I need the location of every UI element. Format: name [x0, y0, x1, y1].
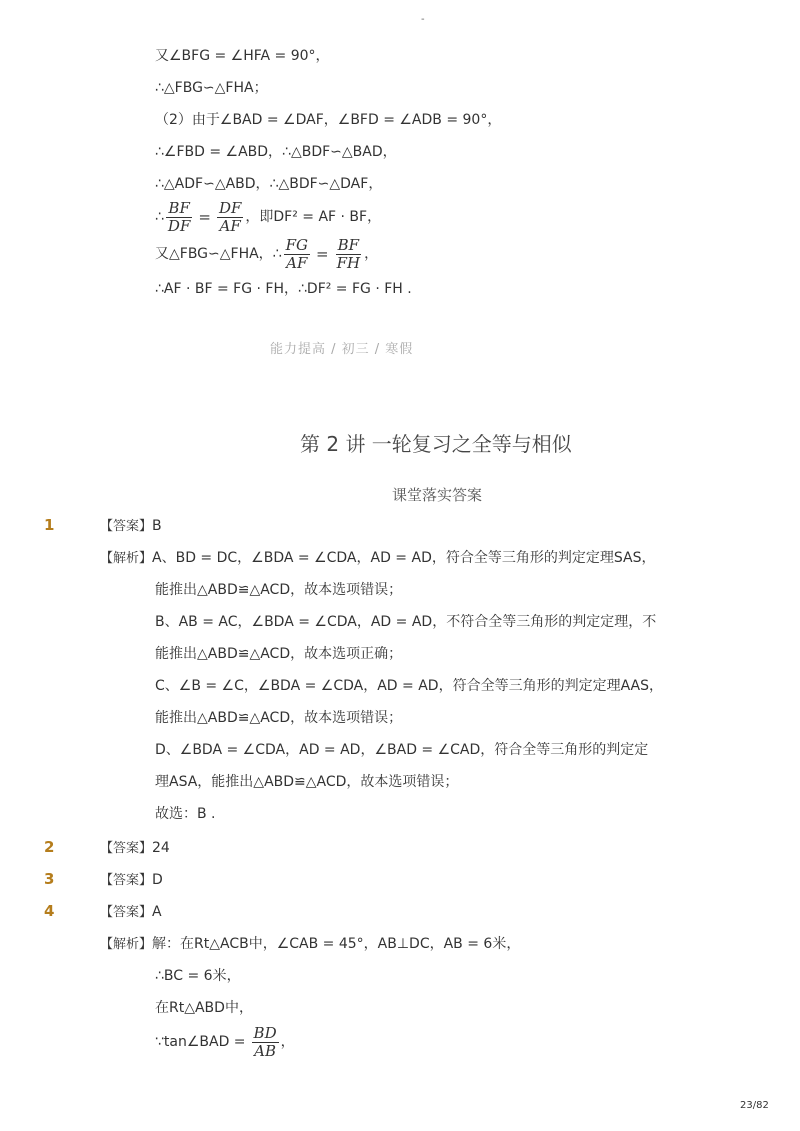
- analysis-row-1: [100, 548, 655, 569]
- fraction-numerator: FG: [285, 235, 308, 254]
- page-number: 23/82: [740, 1100, 769, 1111]
- fraction-denominator: FH: [336, 253, 361, 272]
- analysis-tag: 【解析】: [100, 937, 153, 952]
- tan-suffix: ，: [280, 1034, 295, 1050]
- proof-line-1: 又∠BFG = ∠HFA = 90°，: [155, 48, 330, 64]
- fraction-bf-fh: [335, 237, 363, 272]
- answer-tag: 【答案】: [100, 841, 153, 856]
- equals-sign: =: [198, 208, 211, 226]
- analysis-line: 理ASA，能推出△ABD≌△ACD，故本选项错误；: [155, 774, 459, 790]
- answer-value: D: [152, 872, 163, 888]
- analysis-line-tan: [155, 1022, 295, 1062]
- fraction-denominator: AF: [286, 253, 308, 272]
- fraction-denominator: DF: [167, 216, 191, 235]
- answer-row-3: [100, 870, 163, 891]
- proof-line-2: ∴△FBG∽△FHA；: [155, 80, 268, 96]
- analysis-line: B、AB = AC，∠BDA = ∠CDA，AD = AD，不符合全等三角形的判定定理，不: [155, 614, 657, 630]
- analysis-line: ∴BC = 6米，: [155, 968, 241, 984]
- question-number-2: 2: [44, 838, 55, 856]
- top-mark: -: [421, 14, 425, 25]
- fraction-numerator: DF: [218, 198, 242, 217]
- proof-line-5: ∴△ADF∽△ABD，∴△BDF∽△DAF，: [155, 176, 383, 192]
- answer-row-4: [100, 902, 162, 923]
- analysis-line: 故选：B .: [155, 806, 216, 822]
- proof-line-3: （2）由于∠BAD = ∠DAF，∠BFD = ∠ADB = 90°，: [155, 112, 502, 128]
- fraction-denominator: AB: [254, 1041, 276, 1060]
- answer-value: 24: [152, 840, 170, 856]
- analysis-line: 在Rt△ABD中，: [155, 1000, 253, 1016]
- tan-prefix: ∵tan∠BAD =: [155, 1034, 246, 1050]
- analysis-line: A、BD = DC，∠BDA = ∠CDA，AD = AD，符合全等三角形的判定定理SAS，: [152, 550, 656, 566]
- analysis-line: 能推出△ABD≌△ACD，故本选项正确；: [155, 646, 403, 662]
- analysis-row-4: [100, 934, 520, 955]
- question-number-1: 1: [44, 516, 55, 534]
- answer-row-2: [100, 838, 170, 859]
- analysis-line: 解：在Rt△ACB中，∠CAB = 45°，AB⊥DC，AB = 6米，: [152, 936, 521, 952]
- fraction-denominator: AF: [219, 216, 241, 235]
- question-number-4: 4: [44, 902, 55, 920]
- proof-line-4: ∴∠FBD = ∠ABD，∴△BDF∽△BAD，: [155, 144, 397, 160]
- fraction-bd-ab: [252, 1025, 279, 1060]
- fraction-numerator: BF: [337, 235, 360, 254]
- answer-tag: 【答案】: [100, 905, 153, 920]
- proof-line-7: [155, 234, 378, 274]
- section-title: 课堂落实答案: [392, 486, 483, 504]
- question-number-3: 3: [44, 870, 55, 888]
- fraction-numerator: BF: [168, 198, 190, 217]
- proof-line-6: [155, 197, 381, 237]
- proof-line-7-prefix: 又△FBG∽△FHA，∴: [155, 246, 282, 262]
- page-footer: 能力提高 / 初三 / 寒假: [270, 342, 414, 357]
- fraction-bf-df: [166, 200, 192, 235]
- proof-line-6-suffix: ，即DF² = AF · BF，: [245, 209, 382, 225]
- fraction-numerator: BD: [253, 1023, 277, 1042]
- answer-tag: 【答案】: [100, 519, 153, 534]
- lecture-title: 第 2 讲 一轮复习之全等与相似: [300, 432, 572, 456]
- proof-line-6-prefix: ∴: [155, 209, 164, 225]
- answer-value: A: [152, 904, 162, 920]
- analysis-tag: 【解析】: [100, 551, 153, 566]
- analysis-line: D、∠BDA = ∠CDA，AD = AD，∠BAD = ∠CAD，符合全等三角形的判定定: [155, 742, 649, 758]
- proof-line-7-suffix: ，: [364, 246, 379, 262]
- proof-line-8: ∴AF · BF = FG · FH，∴DF² = FG · FH .: [155, 281, 412, 297]
- fraction-fg-af: [284, 237, 310, 272]
- analysis-line: C、∠B = ∠C，∠BDA = ∠CDA，AD = AD，符合全等三角形的判定定理AAS，: [155, 678, 663, 694]
- answer-value: B: [152, 518, 162, 534]
- analysis-line: 能推出△ABD≌△ACD，故本选项错误；: [155, 710, 403, 726]
- fraction-df-af: [217, 200, 243, 235]
- analysis-line: 能推出△ABD≌△ACD，故本选项错误；: [155, 582, 403, 598]
- equals-sign: =: [315, 245, 329, 263]
- answer-tag: 【答案】: [100, 873, 153, 888]
- answer-row-1: [100, 516, 162, 537]
